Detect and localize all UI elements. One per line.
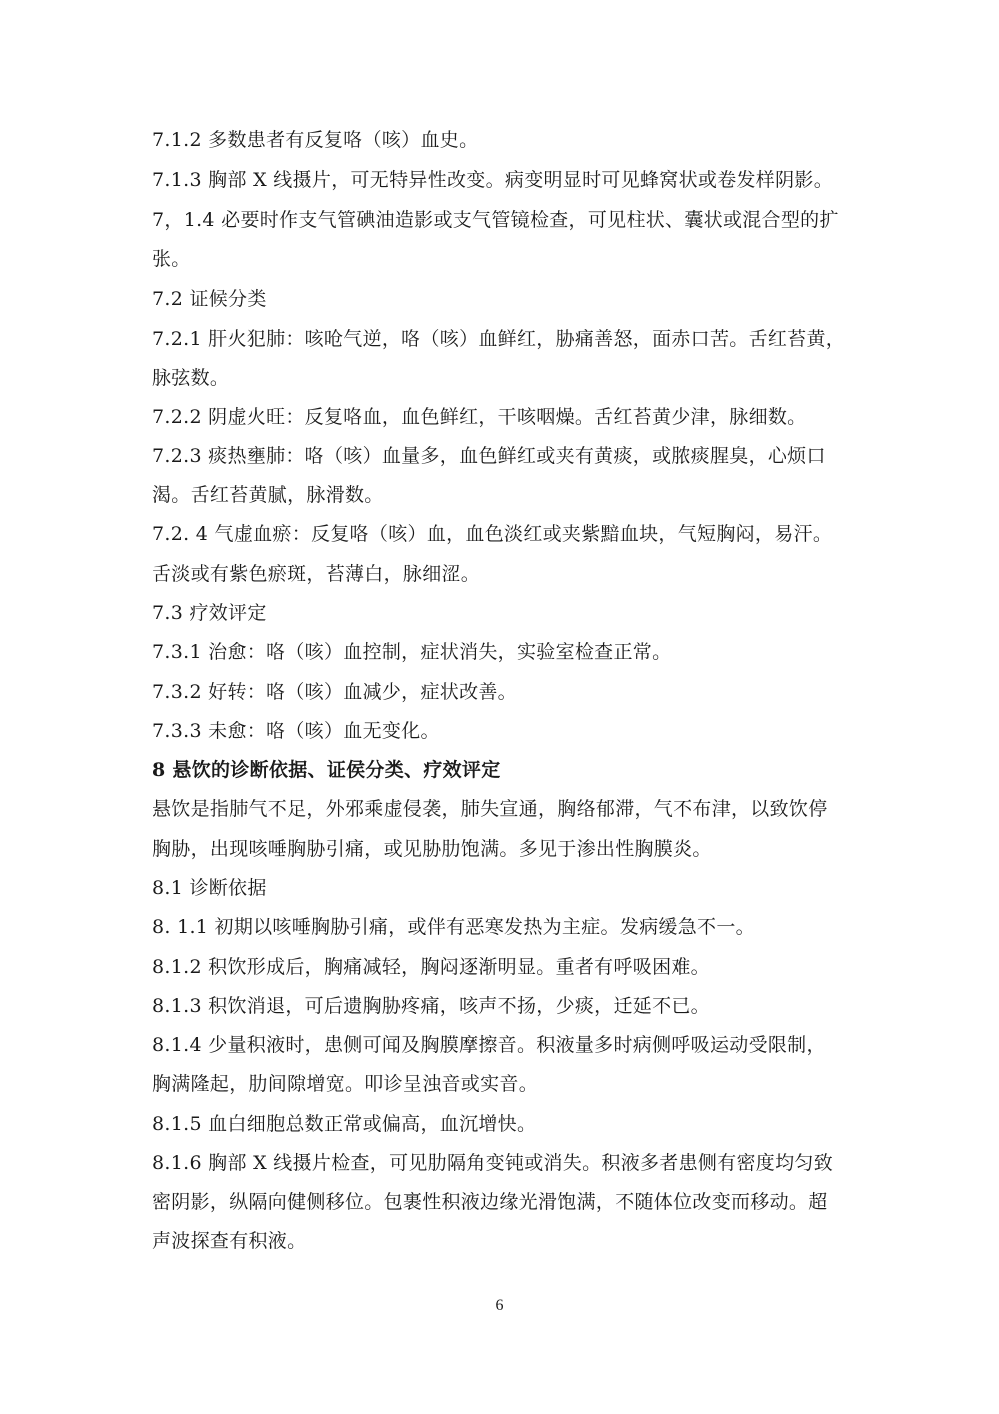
chapter-heading: 8 悬饮的诊断依据、证侯分类、疗效评定 (152, 759, 501, 781)
text-line: 7.2. 4 气虚血瘀：反复咯（咳）血，血色淡红或夹紫黯血块，气短胸闷，易汗。 (152, 523, 833, 545)
text-line: 8. 1.1 初期以咳唾胸胁引痛，或伴有恶寒发热为主症。发病缓急不一。 (152, 916, 755, 938)
text-line: 7.3.2 好转：咯（咳）血减少，症状改善。 (152, 681, 517, 703)
text-line: 8.1.6 胸部 X 线摄片检查，可见肋隔角变钝或消失。积液多者患侧有密度均匀致 (152, 1152, 833, 1174)
text-line: 7.3.3 未愈：咯（咳）血无变化。 (152, 720, 440, 742)
text-line: 胸胁，出现咳唾胸胁引痛，或见胁肋饱满。多见于渗出性胸膜炎。 (152, 838, 712, 860)
text-line: 声波探查有积液。 (152, 1230, 307, 1252)
section-heading: 7.2 证候分类 (152, 288, 267, 310)
text-line: 8.1.4 少量积液时，患侧可闻及胸膜摩擦音。积液量多时病侧呼吸运动受限制， (152, 1034, 826, 1056)
text-line: 脉弦数。 (152, 367, 230, 389)
section-heading: 7.3 疗效评定 (152, 602, 267, 624)
text-line: 7.2.3 痰热壅肺：咯（咳）血量多，血色鲜红或夹有黄痰，或脓痰腥臭，心烦口 (152, 445, 826, 467)
text-line: 胸满隆起，肋间隙增宽。叩诊呈浊音或实音。 (152, 1073, 539, 1095)
text-line: 7.1.2 多数患者有反复咯（咳）血史。 (152, 129, 479, 151)
section-heading: 8.1 诊断依据 (152, 877, 267, 899)
text-line: 7.2.1 肝火犯肺：咳呛气逆，咯（咳）血鲜红，胁痛善怒，面赤口苦。舌红苔黄， (152, 328, 846, 350)
text-line: 悬饮是指肺气不足，外邪乘虚侵袭，肺失宣通，胸络郁滞，气不布津，以致饮停 (152, 798, 828, 820)
text-line: 8.1.2 积饮形成后，胸痛减轻，胸闷逐渐明显。重者有呼吸困难。 (152, 956, 710, 978)
text-line: 7，1.4 必要时作支气管碘油造影或支气管镜检查，可见柱状、囊状或混合型的扩 (152, 209, 839, 231)
text-line: 舌淡或有紫色瘀斑，苔薄白，脉细涩。 (152, 563, 481, 585)
text-line: 8.1.3 积饮消退，可后遗胸胁疼痛，咳声不扬，少痰，迁延不已。 (152, 995, 710, 1017)
page-number: 6 (495, 1297, 504, 1314)
text-line: 7.3.1 治愈：咯（咳）血控制，症状消失，实验室检查正常。 (152, 641, 672, 663)
text-line: 渴。舌红苔黄腻，脉滑数。 (152, 484, 384, 506)
text-line: 7.1.3 胸部 X 线摄片，可无特异性改变。病变明显时可见蜂窝状或卷发样阴影。 (152, 169, 833, 191)
text-line: 密阴影，纵隔向健侧移位。包裹性积液边缘光滑饱满，不随体位改变而移动。超 (152, 1191, 828, 1213)
text-line: 8.1.5 血白细胞总数正常或偏高，血沉增快。 (152, 1113, 537, 1135)
text-line: 张。 (152, 248, 191, 270)
text-line: 7.2.2 阴虚火旺：反复咯血，血色鲜红，干咳咽燥。舌红苔黄少津，脉细数。 (152, 406, 807, 428)
